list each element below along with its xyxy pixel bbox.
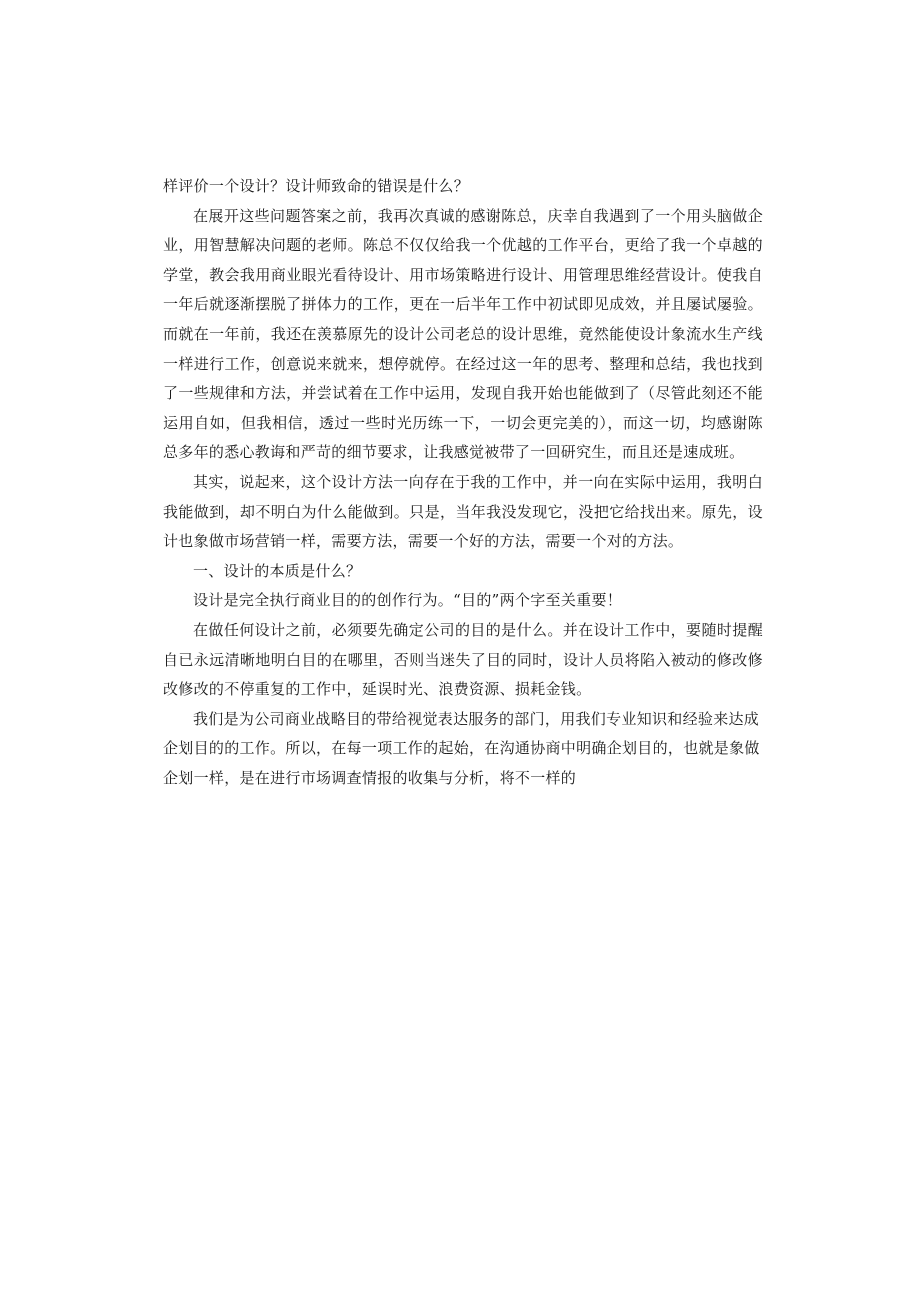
paragraph-purpose: 在做任何设计之前，必须要先确定公司的目的是什么。并在设计工作中，要随时提醒自已永远清晰地明白目的在哪里，否则当迷失了目的同时，设计人员将陷入被动的修改修改修改的不停重复的工作中，延误时光、浪费资源、损耗金钱。	[163, 620, 763, 699]
paragraph-gratitude: 在展开这些问题答案之前，我再次真诚的感谢陈总，庆幸自我遇到了一个用头脑做企业，用智慧解决问题的老师。陈总不仅仅给我一个优越的工作平台，更给了我一个卓越的学堂，教会我用商业眼光看待设计、用市场策略进行设计、用管理思维经营设计。使我自一年后就逐渐摆脱了拼体力的工作，更在一后半年工作中初试即见成效，并且屡试屡验。而就在一年前，我还在羡慕原先的设计公司老总的设计思维，竟然能使设计象流水生产线一样进行工作，创意说来就来，想停就停。在经过这一年的思考、整理和总结，我也找到了一些规律和方法，并尝试着在工作中运用，发现自我开始也能做到了（尽管此刻还不能运用自如，但我相信，透过一些时光历练一下，一切会更完美的），而这一切，均感谢陈总多年的悉心教诲和严苛的细节要求，让我感觉被带了一回研究生，而且还是速成班。	[163, 206, 763, 462]
document-body	[163, 172, 763, 793]
section-heading: 一、设计的本质是什么？	[193, 561, 362, 580]
paragraph-department: 我们是为公司商业战略目的带给视觉表达服务的部门，用我们专业知识和经验来达成企划目的的工作。所以，在每一项工作的起始，在沟通协商中明确企划目的，也就是象做企划一样，是在进行市场调查情报的收集与分析，将不一样的	[163, 709, 760, 787]
paragraph-method: 其实，说起来，这个设计方法一向存在于我的工作中，并一向在实际中运用，我明白我能做到，却不明白为什么能做到。只是，当年我没发现它，没把它给找出来。原先，设计也象做市场营销一样，需要方法，需要一个好的方法，需要一个对的方法。	[163, 472, 763, 551]
paragraph-definition: 设计是完全执行商业目的的创作行为。“目的”两个字至关重要！	[193, 591, 623, 610]
paragraph-continuation: 样评价一个设计？设计师致命的错误是什么？	[163, 177, 470, 195]
